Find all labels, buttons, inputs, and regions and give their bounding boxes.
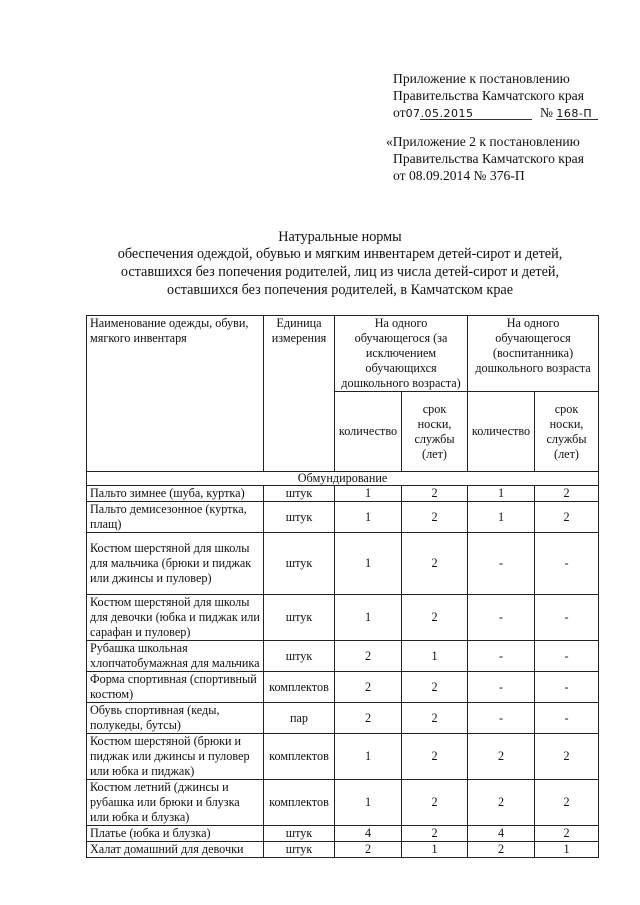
norms-table [86,315,599,858]
document-subtitle-2: оставшихся без попечения родителей, лиц из числа детей-сирот и детей, [120,264,560,280]
table-row [87,826,599,842]
appendix2-line-3: от 08.09.2014 № 376-П [393,168,525,183]
cell-unit: комплектов [264,734,335,780]
cell-t1: 2 [402,734,468,780]
table-row [87,641,599,672]
table-row [87,703,599,734]
number-prefix: № [540,105,553,120]
document-title: Натуральные нормы [278,229,402,245]
cell-name: Пальто демисезонное (куртка, плащ) [87,502,264,533]
cell-t2: 2 [535,486,599,502]
cell-t1: 2 [402,502,468,533]
cell-name: Костюм шерстяной для школы для девочки (юбка и пиджак или сарафан и пуловер) [87,595,264,641]
col-header-term-1: срок носки, службы (лет) [402,392,468,472]
cell-name: Форма спортивная (спортивный костюм) [87,672,264,703]
cell-unit: штук [264,502,335,533]
cell-unit: штук [264,486,335,502]
cell-t2: - [535,641,599,672]
table-row [87,842,599,858]
cell-t1: 2 [402,533,468,595]
document-subtitle-3: оставшихся без попечения родителей, в Камчатском крае [166,282,514,298]
col-header-unit: Единица измерения [264,316,335,472]
table-row [87,672,599,703]
cell-q1: 2 [335,672,402,703]
cell-q2: 2 [468,780,535,826]
cell-t2: - [535,672,599,703]
cell-t2: - [535,533,599,595]
table-row [87,734,599,780]
cell-q1: 1 [335,502,402,533]
cell-t1: 2 [402,486,468,502]
cell-name: Халат домашний для девочки [87,842,264,858]
cell-q2: 2 [468,734,535,780]
col-header-qty-2: количество [468,392,535,472]
cell-unit: штук [264,826,335,842]
cell-q1: 4 [335,826,402,842]
col-header-name: Наименование одежды, обуви, мягкого инвентаря [87,316,264,472]
cell-q1: 2 [335,703,402,734]
cell-t1: 2 [402,672,468,703]
cell-q1: 1 [335,595,402,641]
cell-q2: - [468,703,535,734]
cell-q1: 1 [335,734,402,780]
col-header-qty-1: количество [335,392,402,472]
table-row [87,780,599,826]
appendix-line-2: Правительства Камчатского края [393,88,584,103]
cell-name: Костюм летний (джинсы и рубашка или брюки и блузка или юбка и блузка) [87,780,264,826]
cell-unit: комплектов [264,780,335,826]
cell-unit: комплектов [264,672,335,703]
appendix-line-1: Приложение к постановлению [393,71,570,86]
cell-name: Костюм шерстяной для школы для мальчика (брюки и пиджак или джинсы и пуловер) [87,533,264,595]
cell-t1: 1 [402,842,468,858]
handwritten-date: 07.05.2015 [405,107,474,120]
table-row [87,502,599,533]
cell-q2: - [468,595,535,641]
cell-t2: 2 [535,734,599,780]
cell-unit: штук [264,641,335,672]
cell-t2: 1 [535,842,599,858]
cell-q2: 1 [468,502,535,533]
cell-q2: 4 [468,826,535,842]
cell-t2: 2 [535,780,599,826]
date-prefix: от [393,105,406,120]
cell-name: Платье (юбка и блузка) [87,826,264,842]
number-underline [556,119,598,120]
cell-q1: 1 [335,780,402,826]
cell-t1: 2 [402,703,468,734]
cell-name: Пальто зимнее (шуба, куртка) [87,486,264,502]
cell-unit: штук [264,842,335,858]
cell-t2: - [535,703,599,734]
cell-t2: 2 [535,826,599,842]
cell-q1: 1 [335,533,402,595]
cell-t2: 2 [535,502,599,533]
table-row [87,533,599,595]
cell-t1: 1 [402,641,468,672]
cell-t1: 2 [402,826,468,842]
cell-q2: 2 [468,842,535,858]
date-underline [420,119,532,120]
cell-unit: пар [264,703,335,734]
cell-t1: 2 [402,780,468,826]
cell-name: Костюм шерстяной (брюки и пиджак или джинсы и пуловер или юбка и пиджак) [87,734,264,780]
document-subtitle-1: обеспечения одеждой, обувью и мягким инвентарем детей-сирот и детей, [117,246,563,262]
cell-q1: 2 [335,641,402,672]
table-row [87,595,599,641]
cell-q2: - [468,672,535,703]
cell-t1: 2 [402,595,468,641]
col-header-group-preschool: На одного обучающегося (воспитанника) дошкольного возраста [468,316,599,392]
cell-name: Обувь спортивная (кеды, полукеды, бутсы) [87,703,264,734]
cell-name: Рубашка школьная хлопчатобумажная для мальчика [87,641,264,672]
cell-unit: штук [264,533,335,595]
col-header-group-school: На одного обучающегося (за исключением обучающихся дошкольного возраста) [335,316,468,392]
table-row [87,486,599,502]
appendix2-line-2: Правительства Камчатского края [393,151,584,166]
section-header: Обмундирование [87,472,599,486]
cell-q2: 1 [468,486,535,502]
appendix2-line-1: «Приложение 2 к постановлению [386,134,580,149]
cell-q2: - [468,641,535,672]
cell-q2: - [468,533,535,595]
cell-q1: 1 [335,486,402,502]
cell-unit: штук [264,595,335,641]
cell-t2: - [535,595,599,641]
handwritten-number: 168-П [556,107,593,120]
col-header-term-2: срок носки, службы (лет) [535,392,599,472]
cell-q1: 2 [335,842,402,858]
